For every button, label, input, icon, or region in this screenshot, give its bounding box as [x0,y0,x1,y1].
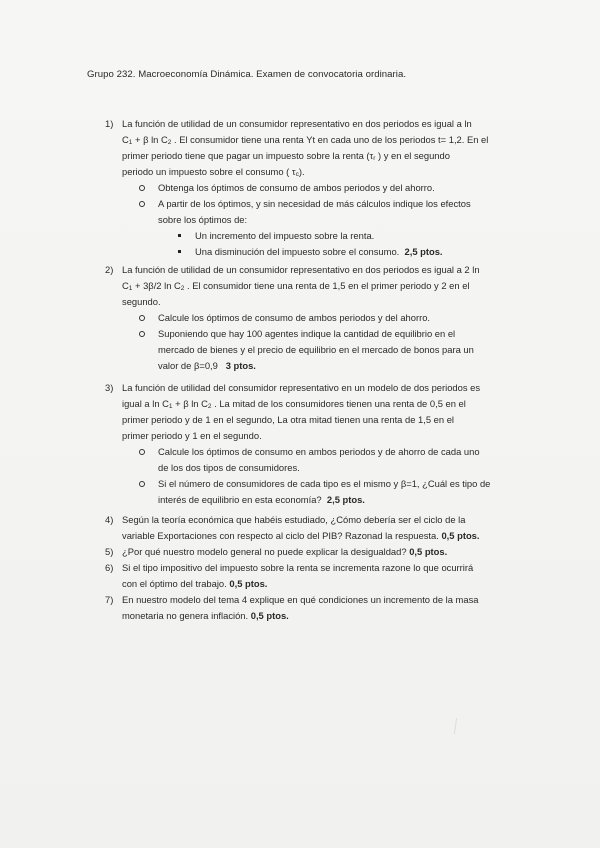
question-4 [105,512,515,544]
question-text-line: primer periodo y de 1 en el segundo, La otra mitad tienen una renta de 1,5 en el [122,414,454,425]
list-item: A partir de los óptimos, y sin necesidad de más cálculos indique los efectos sobre los óptimos de: [158,196,515,228]
question-number: 4) [105,514,114,525]
circle-bullet-icon [139,201,145,207]
points-label: 0,5 ptos. [229,578,268,589]
list-item: Calcule los óptimos de consumo en ambos periodos y de ahorro de cada uno de los dos tipos de consumidores. [158,444,515,476]
square-bullet-icon [178,250,181,253]
list-item: Si el número de consumidores de cada tipo es el mismo y β=1, ¿Cuál es tipo de interés de equilibrio en esta economía? 2,5 ptos. [158,476,515,508]
square-bullet-icon [178,234,181,237]
question-number: 3) [105,382,114,393]
list-item: Una disminución del impuesto sobre el consumo. 2,5 ptos. [195,244,515,260]
question-text-line: ¿Por qué nuestro modelo general no puede explicar la desigualdad? 0,5 ptos. [122,546,448,557]
list-item: Un incremento del impuesto sobre la renta. [195,228,515,244]
list-item: Calcule los óptimos de consumo de ambos periodos y del ahorro. [158,310,515,326]
question-text-line: segundo. [122,296,161,307]
points-label: 2,5 ptos. [404,246,443,257]
question-number: 5) [105,546,114,557]
list-item: Suponiendo que hay 100 agentes indique la cantidad de equilibrio en el mercado de bienes y el precio de equilibrio en el mercado de bonos para un valor de β=0,9 3 ptos. [158,326,515,374]
question-text-line: con el óptimo del trabajo. 0,5 ptos. [122,578,268,589]
points-label: 0,5 ptos. [409,546,448,557]
question-text-line: En nuestro modelo del tema 4 explique en qué condiciones un incremento de la masa [122,594,479,605]
question-6 [105,560,515,592]
question-number: 6) [105,562,114,573]
question-text-line: periodo un impuesto sobre el consumo ( $\tau_c$). [122,166,305,178]
points-label: 0,5 ptos. [250,610,289,621]
question-text-line: La función de utilidad de un consumidor representativo en dos periodos es igual a 2 ln [122,264,480,275]
points-label: 3 ptos. [225,360,256,371]
question-text-line: La función de utilidad del consumidor representativo en un modelo de dos periodos es [122,382,481,393]
points-label: 0,5 ptos. [441,530,480,541]
points-label: 2,5 ptos. [326,494,365,505]
question-text-line: variable Exportaciones con respecto al ciclo del PIB? Razonad la respuesta. 0,5 ptos. [122,530,480,541]
question-number: 7) [105,594,114,605]
question-text-line: primer periodo y 1 en el segundo. [122,430,262,441]
circle-bullet-icon [139,331,145,337]
question-3 [105,380,515,508]
paper-scan-mark [454,718,457,734]
question-text-line: $C_1 + 3\beta/2$ $\ln C_2$ . El consumidor tiene una renta de 1,5 en el primer periodo y 2 en el [122,280,470,292]
question-1 [105,116,515,260]
question-number: 2) [105,264,114,275]
question-5 [105,544,515,560]
question-number: 1) [105,118,114,129]
list-item: Obtenga los óptimos de consumo de ambos periodos y del ahorro. [158,180,515,196]
question-text-line: $C_1 + \beta$ $\ln C_2$ . El consumidor tiene una renta Yt en cada uno de los periodos t= 1,2. En el [122,134,489,146]
question-text-line: monetaria no genera inflación. 0,5 ptos. [122,610,289,621]
question-text-line: igual a $\ln C_1 + \beta$ $\ln C_2$ . La mitad de los consumidores tienen una renta de 0,5 en el [122,398,466,410]
question-2 [105,262,515,374]
circle-bullet-icon [139,185,145,191]
question-text-line: La función de utilidad de un consumidor representativo en dos periodos es igual a ln [122,118,472,129]
circle-bullet-icon [139,315,145,321]
circle-bullet-icon [139,449,145,455]
question-text-line: primer periodo tiene que pagar un impuesto sobre la renta ($\tau_r$ ) y en el segundo [122,150,450,162]
question-text-line: Si el tipo impositivo del impuesto sobre la renta se incrementa razone lo que ocurrirá [122,562,474,573]
exam-header: Grupo 232. Macroeconomía Dinámica. Examen de convocatoria ordinaria. [87,69,407,80]
question-7 [105,592,515,624]
question-text-line: Según la teoría económica que habéis estudiado, ¿Cómo debería ser el ciclo de la [122,514,466,525]
circle-bullet-icon [139,481,145,487]
